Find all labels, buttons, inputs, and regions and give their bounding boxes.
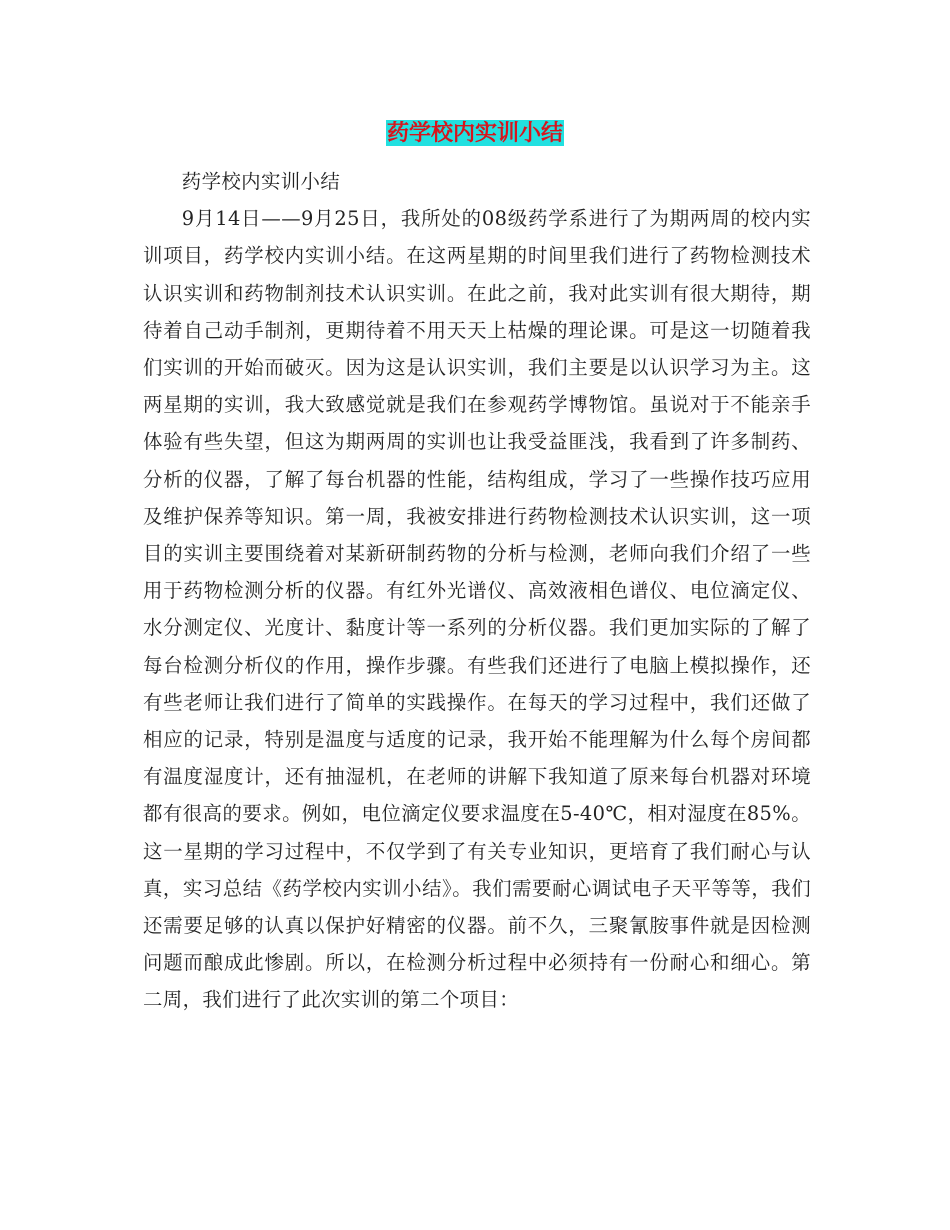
document-title xyxy=(0,112,950,150)
document-body xyxy=(143,163,811,1019)
document-title-text: 药学校内实训小结 xyxy=(386,120,563,146)
document-main-paragraph: 9月14日——9月25日，我所处的08级药学系进行了为期两周的校内实训项目，药学校内实训小结。在这两星期的时间里我们进行了药物检测技术认识实训和药物制剂技术认识实训。在此之前，我对此实训有很大期待，期待着自己动手制剂，更期待着不用天天上枯燥的理论课。可是这一切随着我们实训的开始而破灭。因为这是认识实训，我们主要是以认识学习为主。这两星期的实训，我大致感觉就是我们在参观药学博物馆。虽说对于不能亲手体验有些失望，但这为期两周的实训也让我受益匪浅，我看到了许多制药、分析的仪器，了解了每台机器的性能，结构组成，学习了一些操作技巧应用及维护保养等知识。第一周，我被安排进行药物检测技术认识实训，这一项目的实训主要围绕着对某新研制药物的分析与检测，老师向我们介绍了一些用于药物检测分析的仪器。有红外光谱仪、高效液相色谱仪、电位滴定仪、水分测定仪、光度计、黏度计等一系列的分析仪器。我们更加实际的了解了每台检测分析仪的作用，操作步骤。有些我们还进行了电脑上模拟操作，还有些老师让我们进行了简单的实践操作。在每天的学习过程中，我们还做了相应的记录，特别是温度与适度的记录，我开始不能理解为什么每个房间都有温度湿度计，还有抽湿机，在老师的讲解下我知道了原来每台机器对环境都有很高的要求。例如，电位滴定仪要求温度在5-40℃，相对湿度在85%。这一星期的学习过程中，不仅学到了有关专业知识，更培育了我们耐心与认真，实习总结《药学校内实训小结》。我们需要耐心调试电子天平等等，我们还需要足够的认真以保护好精密的仪器。前不久，三聚氰胺事件就是因检测问题而酿成此惨剧。所以，在检测分析过程中必须持有一份耐心和细心。第二周，我们进行了此次实训的第二个项目： xyxy=(143,207,811,1012)
document-subtitle-paragraph: 药学校内实训小结 xyxy=(181,170,341,193)
